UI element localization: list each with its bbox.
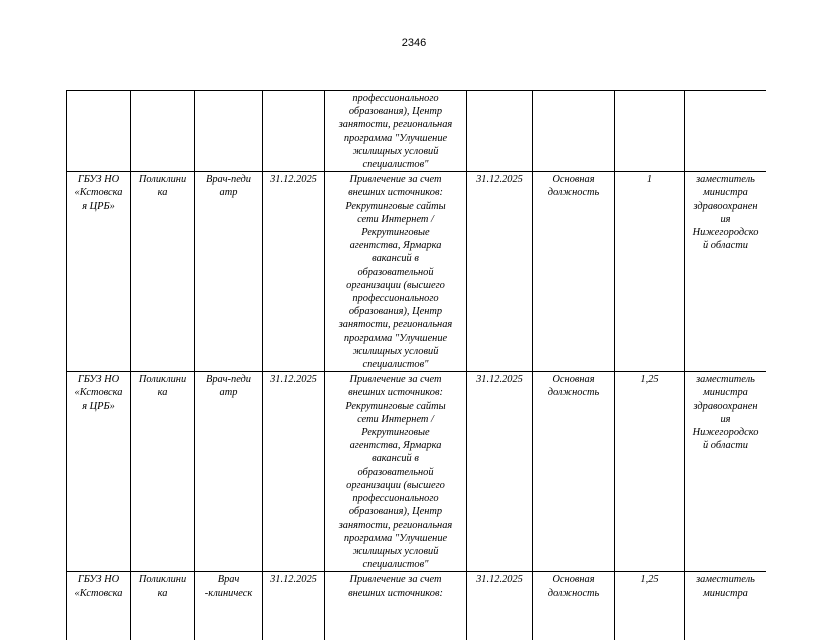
cell-line: сети Интернет / [357, 213, 434, 225]
cell-line: Привлечение за счет [349, 574, 442, 586]
cell-method [325, 372, 467, 572]
cell-line: Поликлини [138, 574, 187, 586]
cell-line: агентства, Ярмарка [349, 240, 442, 252]
cell-line: профессионального [352, 93, 439, 104]
cell-line: профессионального [352, 293, 439, 305]
cell-line: внешних источников: [348, 387, 443, 399]
table-row [67, 91, 767, 172]
cell-line: 31.12.2025 [476, 374, 523, 386]
table-body [67, 91, 767, 640]
cell-job-type [533, 572, 615, 640]
cell-line: Врач [217, 574, 240, 586]
cell-line: 31.12.2025 [270, 174, 317, 186]
cell-rate [615, 172, 685, 372]
cell-line: Основная [552, 574, 595, 586]
cell-line: специалистов" [362, 359, 429, 371]
cell-line: 1 [646, 174, 653, 186]
cell-line: вакансий в [372, 253, 419, 265]
cell-line: Привлечение за счет [349, 374, 442, 386]
cell-line: заместитель [696, 174, 755, 186]
cell-position [195, 91, 263, 172]
cell-line: образовательной [357, 266, 434, 278]
cell-line: 1,25 [640, 374, 659, 386]
cell-position [195, 172, 263, 372]
cell-line: здравоохранен [693, 400, 758, 412]
cell-line: ия [720, 213, 731, 225]
cell-line: 31.12.2025 [476, 574, 523, 586]
cell-line: -клиническ [204, 587, 253, 599]
cell-line: профессионального [352, 493, 439, 505]
cell-line: должность [547, 387, 600, 399]
cell-line: министра [703, 587, 748, 599]
cell-line: й области [703, 240, 748, 252]
cell-line: ия [720, 413, 731, 425]
cell-line: «Кстовска [74, 587, 123, 599]
cell-unit [131, 172, 195, 372]
cell-date2 [467, 172, 533, 372]
cell-line: заместитель [696, 374, 755, 386]
cell-line: должность [547, 187, 600, 199]
page-number: 2346 [401, 37, 427, 49]
cell-method [325, 572, 467, 640]
cell-line: образовательной [357, 466, 434, 478]
cell-line: 31.12.2025 [476, 174, 523, 186]
cell-line: жилищных условий [352, 345, 439, 357]
cell-line: организации (высшего [346, 479, 445, 491]
cell-line: Поликлини [138, 374, 187, 386]
cell-line: ка [157, 587, 168, 599]
cell-line: здравоохранен [693, 200, 758, 212]
cell-date1 [263, 91, 325, 172]
cell-line: Рекрутинговые [361, 427, 430, 439]
cell-responsible [685, 372, 767, 572]
cell-position [195, 572, 263, 640]
cell-line: 31.12.2025 [270, 574, 317, 586]
cell-line: специалистов" [362, 159, 429, 171]
cell-date2 [467, 572, 533, 640]
cell-line: занятости, региональная [338, 519, 453, 531]
cell-line: вакансий в [372, 453, 419, 465]
cell-line: организации (высшего [346, 279, 445, 291]
cell-line: Нижегородско [692, 227, 759, 239]
cell-unit [131, 572, 195, 640]
cell-method [325, 172, 467, 372]
cell-line: Основная [552, 374, 595, 386]
cell-line: образования), Центр [348, 306, 443, 318]
cell-rate [615, 572, 685, 640]
cell-responsible [685, 172, 767, 372]
cell-line: «Кстовска [74, 387, 123, 399]
cell-line: ГБУЗ НО [77, 174, 120, 186]
cell-line: специалистов" [362, 559, 429, 571]
cell-line: жилищных условий [352, 545, 439, 557]
cell-line: должность [547, 587, 600, 599]
cell-line: я ЦРБ» [82, 200, 115, 212]
cell-line: программа "Улучшение [343, 332, 448, 344]
cell-line: «Кстовска [74, 187, 123, 199]
cell-line: внешних источников: [348, 187, 443, 199]
cell-line: занятости, региональная [338, 319, 453, 331]
cell-line: й области [703, 440, 748, 452]
table-row [67, 172, 767, 372]
cell-org [67, 91, 131, 172]
cell-line: программа "Улучшение [343, 132, 448, 144]
cell-line: Рекрутинговые сайты [345, 200, 446, 212]
cell-unit [131, 372, 195, 572]
cell-line: Врач-педи [205, 174, 252, 186]
cell-rate [615, 372, 685, 572]
cell-line: атр [219, 387, 238, 399]
table-row [67, 572, 767, 640]
cell-line: 1,25 [640, 574, 659, 586]
cell-line: я ЦРБ» [82, 400, 115, 412]
cell-org [67, 572, 131, 640]
cell-line: ка [157, 387, 168, 399]
cell-line: Нижегородско [692, 427, 759, 439]
cell-org [67, 172, 131, 372]
cell-date2 [467, 91, 533, 172]
cell-line: ГБУЗ НО [77, 374, 120, 386]
cell-line: Поликлини [138, 174, 187, 186]
cell-date1 [263, 372, 325, 572]
cell-line: Рекрутинговые [361, 227, 430, 239]
cell-line: заместитель [696, 574, 755, 586]
vacancy-table [66, 90, 766, 640]
cell-responsible [685, 572, 767, 640]
cell-line: министра [703, 187, 748, 199]
cell-method [325, 91, 467, 172]
cell-job-type [533, 91, 615, 172]
cell-date2 [467, 372, 533, 572]
cell-line: Привлечение за счет [349, 174, 442, 186]
cell-date1 [263, 172, 325, 372]
cell-position [195, 372, 263, 572]
cell-date1 [263, 572, 325, 640]
cell-line: жилищных условий [352, 145, 439, 157]
cell-line: сети Интернет / [357, 413, 434, 425]
cell-responsible [685, 91, 767, 172]
cell-line: агентства, Ярмарка [349, 440, 442, 452]
cell-line: 31.12.2025 [270, 374, 317, 386]
cell-job-type [533, 172, 615, 372]
vacancy-table-wrapper [66, 90, 766, 640]
cell-line: Основная [552, 174, 595, 186]
cell-line: атр [219, 187, 238, 199]
cell-line: программа "Улучшение [343, 532, 448, 544]
cell-rate [615, 91, 685, 172]
cell-line: Врач-педи [205, 374, 252, 386]
cell-line: внешних источников: [348, 587, 443, 599]
cell-unit [131, 91, 195, 172]
cell-job-type [533, 372, 615, 572]
cell-line: министра [703, 387, 748, 399]
table-row [67, 372, 767, 572]
cell-line: образования), Центр [348, 506, 443, 518]
cell-line: образования), Центр [348, 106, 443, 118]
cell-line: ГБУЗ НО [77, 574, 120, 586]
cell-line: ка [157, 187, 168, 199]
cell-line: занятости, региональная [338, 119, 453, 131]
cell-line: Рекрутинговые сайты [345, 400, 446, 412]
cell-org [67, 372, 131, 572]
